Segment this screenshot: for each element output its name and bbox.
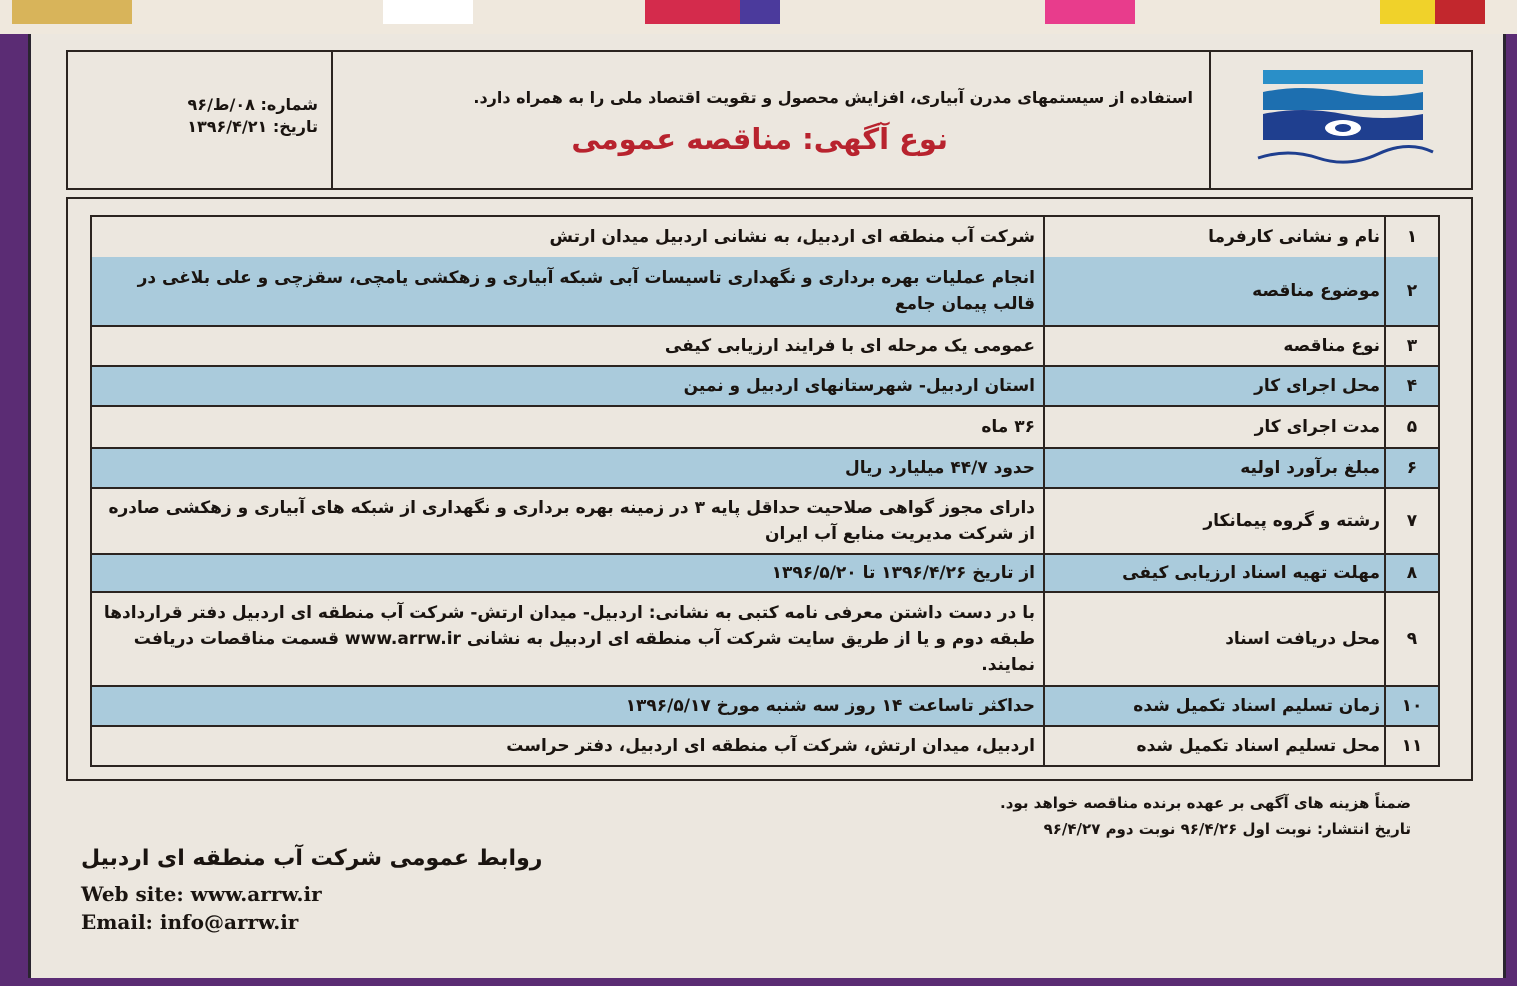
color-block	[1435, 0, 1485, 24]
color-block	[740, 0, 780, 24]
color-block	[645, 0, 740, 24]
website-text: Web site: www.arrw.ir	[81, 882, 322, 906]
row-value: انجام عملیات بهره برداری و نگهداری تاسیسات آبی شبکه آبیاری و زهکشی یامچی، سقزچی و علی بلاغی در قالب پیمان جامع	[90, 257, 1043, 325]
row-number: ۷	[1384, 489, 1440, 553]
row-number: ۱۱	[1384, 727, 1440, 765]
row-value: ۳۶ ماه	[90, 407, 1043, 447]
row-number: ۵	[1384, 407, 1440, 447]
tender-details-table	[66, 197, 1473, 781]
row-number: ۱۰	[1384, 687, 1440, 725]
row-number: ۶	[1384, 449, 1440, 487]
table-row	[90, 489, 1440, 555]
row-value: دارای مجوز گواهی صلاحیت حداقل پایه ۳ در زمینه بهره برداری و نگهداری از شبکه های آبیاری و زهکشی صادره از شرکت مدیریت منابع آب ایران	[90, 489, 1043, 553]
row-number: ۲	[1384, 257, 1440, 325]
table-row	[90, 367, 1440, 407]
reference-block	[78, 94, 318, 138]
row-value: حدود ۴۴/۷ میلیارد ریال	[90, 449, 1043, 487]
row-value: از تاریخ ۱۳۹۶/۴/۲۶ تا ۱۳۹۶/۵/۲۰	[90, 555, 1043, 591]
row-value: عمومی یک مرحله ای با فرایند ارزیابی کیفی	[90, 327, 1043, 365]
reference-date: تاریخ: ۱۳۹۶/۴/۲۱	[187, 117, 318, 136]
ad-type-title: نوع آگهی: مناقصه عمومی	[571, 122, 948, 156]
table-row	[90, 593, 1440, 687]
row-number: ۳	[1384, 327, 1440, 365]
row-label: نام و نشانی کارفرما	[1043, 217, 1388, 257]
cost-note: ضمناً هزینه های آگهی بر عهده برنده مناقصه خواهد بود.	[1000, 794, 1411, 812]
tender-notice-page	[28, 34, 1506, 978]
row-label: رشته و گروه پیمانکار	[1043, 489, 1388, 553]
table-row	[90, 687, 1440, 727]
table-row	[90, 327, 1440, 367]
row-label: محل تسلیم اسناد تکمیل شده	[1043, 727, 1388, 765]
row-number: ۴	[1384, 367, 1440, 405]
row-number: ۱	[1384, 217, 1440, 257]
color-block	[383, 0, 473, 24]
row-value: شرکت آب منطقه ای اردبیل، به نشانی اردبیل میدان ارتش	[90, 217, 1043, 257]
reference-number: شماره: ۰۸/ط/۹۶	[187, 95, 318, 114]
table-row	[90, 407, 1440, 449]
table-row	[90, 555, 1440, 593]
public-relations-signature: روابط عمومی شرکت آب منطقه ای اردبیل	[81, 846, 543, 871]
row-value: استان اردبیل- شهرستانهای اردبیل و نمین	[90, 367, 1043, 405]
color-block	[1380, 0, 1435, 24]
color-block	[12, 0, 132, 24]
row-number: ۹	[1384, 593, 1440, 685]
color-block	[1045, 0, 1135, 24]
top-color-strip	[0, 0, 1517, 34]
slogan: استفاده از سیستمهای مدرن آبیاری، افزایش محصول و تقویت اقتصاد ملی را به همراه دارد.	[473, 88, 1193, 107]
row-value: با در دست داشتن معرفی نامه کتبی به نشانی: اردبیل- میدان ارتش- شرکت آب منطقه ای اردبیل دفتر قراردادها طبقه دوم و یا از طریق سایت شرکت آب منطقه ای اردبیل به نشانی www.arrw.ir قسمت مناقصات دریافت نمایند.	[90, 593, 1043, 685]
row-value: اردبیل، میدان ارتش، شرکت آب منطقه ای اردبیل، دفتر حراست	[90, 727, 1043, 765]
email-text: Email: info@arrw.ir	[81, 910, 299, 934]
table-row	[90, 215, 1440, 259]
table-row	[90, 257, 1440, 327]
row-label: موضوع مناقصه	[1043, 257, 1388, 325]
row-label: محل اجرای کار	[1043, 367, 1388, 405]
company-logo	[1228, 62, 1458, 177]
notice-header	[66, 50, 1473, 190]
row-label: محل دریافت اسناد	[1043, 593, 1388, 685]
row-label: مبلغ برآورد اولیه	[1043, 449, 1388, 487]
table-row	[90, 727, 1440, 767]
row-label: زمان تسلیم اسناد تکمیل شده	[1043, 687, 1388, 725]
row-label: مهلت تهیه اسناد ارزیابی کیفی	[1043, 555, 1388, 591]
publish-dates: تاریخ انتشار: نوبت اول ۹۶/۴/۲۶ نوبت دوم ۹۶/۴/۲۷	[1043, 820, 1411, 838]
row-label: مدت اجرای کار	[1043, 407, 1388, 447]
row-value: حداکثر تاساعت ۱۴ روز سه شنبه مورخ ۱۳۹۶/۵/۱۷	[90, 687, 1043, 725]
row-number: ۸	[1384, 555, 1440, 591]
row-label: نوع مناقصه	[1043, 327, 1388, 365]
table-row	[90, 449, 1440, 489]
